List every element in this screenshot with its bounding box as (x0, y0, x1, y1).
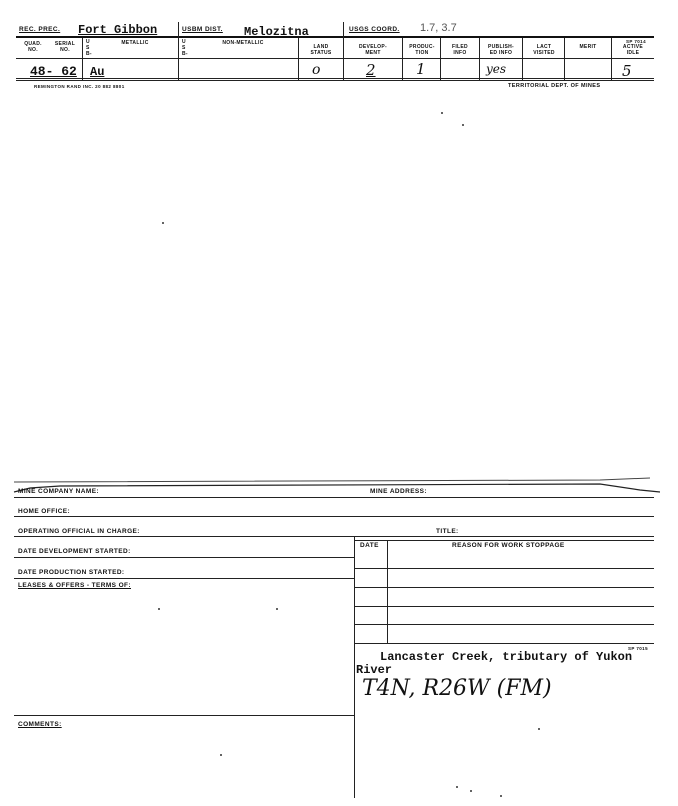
speck (470, 790, 472, 792)
speck (441, 112, 443, 114)
development-header: DEVELOP- MENT (359, 44, 387, 56)
production-value: 1 (416, 60, 426, 78)
metallic-value: Au (90, 65, 105, 79)
serial-no-header: SERIAL NO. (54, 41, 76, 53)
usbm-dist-label: USBM DIST. (182, 26, 223, 33)
divider (298, 38, 299, 80)
divider (16, 58, 654, 59)
divider (354, 568, 654, 569)
form-number: SP 7014 (626, 39, 646, 44)
divider (14, 557, 354, 558)
speck (158, 608, 160, 610)
divider (82, 38, 83, 80)
divider (178, 22, 179, 80)
published-info-header: PUBLISH- ED INFO (487, 44, 514, 56)
divider (387, 540, 388, 643)
usb-header: U S B- (86, 39, 92, 57)
speck (462, 124, 464, 126)
card-maker-footer: REMINGTON RAND INC. 20 882 8801 (34, 84, 125, 89)
development-value: 2 (366, 61, 376, 79)
divider (611, 38, 612, 80)
last-visited-header: LACT VISITED (533, 44, 555, 56)
divider (354, 540, 654, 541)
leases-label: LEASES & OFFERS - TERMS OF: (18, 582, 131, 589)
handwritten-location: T4N, R26W (FM) (362, 676, 552, 701)
divider (14, 536, 654, 537)
divider (402, 38, 403, 80)
divider (354, 643, 654, 644)
published-info-value: yes (486, 62, 507, 76)
divider (354, 587, 654, 588)
home-office-label: HOME OFFICE: (18, 508, 71, 515)
form-number: SP 7015 (628, 646, 648, 651)
usgs-coord-value: 1.7, 3.7 (420, 22, 457, 34)
divider (354, 606, 654, 607)
divider (343, 22, 344, 80)
land-status-header: LAND STATUS (310, 44, 332, 56)
divider (16, 80, 654, 81)
non-metallic-header: NON-METALLIC (222, 40, 264, 46)
active-idle-value: 5 (622, 62, 632, 80)
rec-prec-value: Fort Gibbon (78, 23, 158, 37)
location-line-2: River (356, 663, 393, 677)
mine-address-label: MINE ADDRESS: (370, 488, 427, 495)
department-footer: TERRITORIAL DEPT. OF MINES (508, 83, 601, 89)
divider (564, 38, 565, 80)
merit-header: MERIT (579, 44, 597, 50)
rec-prec-label: REC. PREC. (19, 26, 61, 33)
divider (522, 38, 523, 80)
divider (14, 578, 354, 579)
date-column-header: DATE (360, 542, 379, 549)
filed-info-header: FILED INFO (452, 44, 468, 56)
land-status-value: o (312, 62, 321, 78)
divider (14, 516, 654, 517)
metallic-header: METALLIC (121, 40, 149, 46)
location-line-1: Lancaster Creek, tributary of Yukon (380, 650, 633, 664)
divider (440, 38, 441, 80)
usb2-header: U S B- (182, 39, 188, 57)
divider (479, 38, 480, 80)
speck (500, 795, 502, 797)
active-idle-header: ACTIVE IDLE (622, 44, 644, 56)
date-development-label: DATE DEVELOPMENT STARTED: (18, 548, 131, 555)
divider (354, 536, 355, 798)
speck (162, 222, 164, 224)
mine-company-label: MINE COMPANY NAME: (18, 488, 99, 495)
speck (538, 728, 540, 730)
divider (14, 715, 354, 716)
reason-column-header: REASON FOR WORK STOPPAGE (452, 542, 565, 549)
title-label: TITLE: (436, 528, 459, 535)
date-production-label: DATE PRODUCTION STARTED: (18, 569, 125, 576)
operating-official-label: OPERATING OFFICIAL IN CHARGE: (18, 528, 140, 535)
divider (14, 497, 654, 498)
speck (220, 754, 222, 756)
quad-no-header: QUAD. NO. (24, 41, 42, 53)
divider (354, 624, 654, 625)
usbm-dist-value: Melozitna (244, 25, 309, 39)
quad-serial-value: 48- 62 (30, 64, 77, 79)
usgs-coord-label: USGS COORD. (349, 26, 400, 33)
speck (456, 786, 458, 788)
comments-label: COMMENTS: (18, 721, 62, 728)
production-header: PRODUC- TION (409, 44, 435, 56)
card-edge (0, 472, 678, 494)
divider (16, 78, 654, 79)
speck (276, 608, 278, 610)
